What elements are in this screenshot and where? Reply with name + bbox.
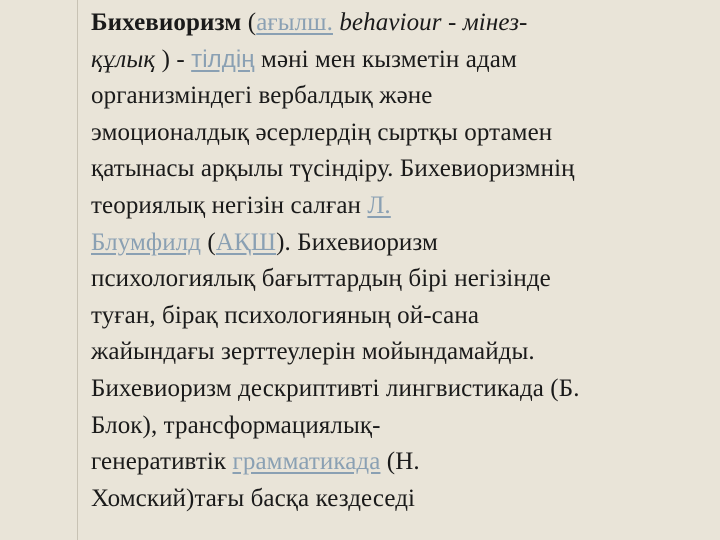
usa-link[interactable]: АҚШ: [215, 228, 277, 256]
bloomfield-link[interactable]: Блумфилд: [91, 228, 202, 256]
text-fragment: (Н.: [380, 448, 420, 476]
text-fragment: ) -: [155, 45, 192, 73]
text-line: организміндегі вербалдық және: [91, 82, 433, 110]
english-abbrev-link[interactable]: ағылш.: [256, 9, 333, 36]
text-line: [91, 225, 713, 262]
slide-body-text: [91, 5, 713, 517]
text-fragment: генеративтік: [91, 448, 233, 476]
text-fragment: (: [241, 9, 257, 36]
text-line: [91, 5, 713, 42]
text-line: эмоционалдық әсерлердің сыртқы ортамен: [91, 118, 553, 146]
text-line: [91, 444, 713, 481]
text-line: [91, 188, 713, 225]
etymology-text: құлық: [91, 45, 156, 73]
text-fragment: мәні мен кызметін адам: [254, 45, 517, 73]
text-line: жайындағы зерттеулерін мойындамайды.: [91, 338, 535, 366]
text-line: Хомский)тағы басқа кездеседі: [91, 484, 416, 512]
grammar-link[interactable]: грамматикада: [232, 448, 381, 476]
text-fragment: ). Бихевиоризм: [276, 228, 438, 256]
text-line: туған, бірақ психологияның ой-сана: [91, 301, 480, 329]
text-line: қатынасы арқылы түсіндіру. Бихевиоризмнің: [91, 155, 575, 183]
term-behaviorism: Бихевиоризм: [91, 9, 242, 36]
etymology-text: behaviour - мінез-: [339, 9, 528, 36]
language-link[interactable]: тілдің: [191, 45, 255, 73]
slide-left-rule: [77, 0, 78, 540]
text-line: Блок), трансформациялық-: [91, 411, 381, 439]
text-line: [91, 42, 713, 79]
text-line: Бихевиоризм дескриптивті лингвистикада (Б.: [91, 374, 580, 402]
bloomfield-link[interactable]: Л.: [367, 191, 391, 219]
text-line: психологиялық бағыттардың бірі негізінде: [91, 265, 551, 293]
text-fragment: теориялық негізін салған: [91, 191, 368, 219]
text-fragment: (: [201, 228, 216, 256]
